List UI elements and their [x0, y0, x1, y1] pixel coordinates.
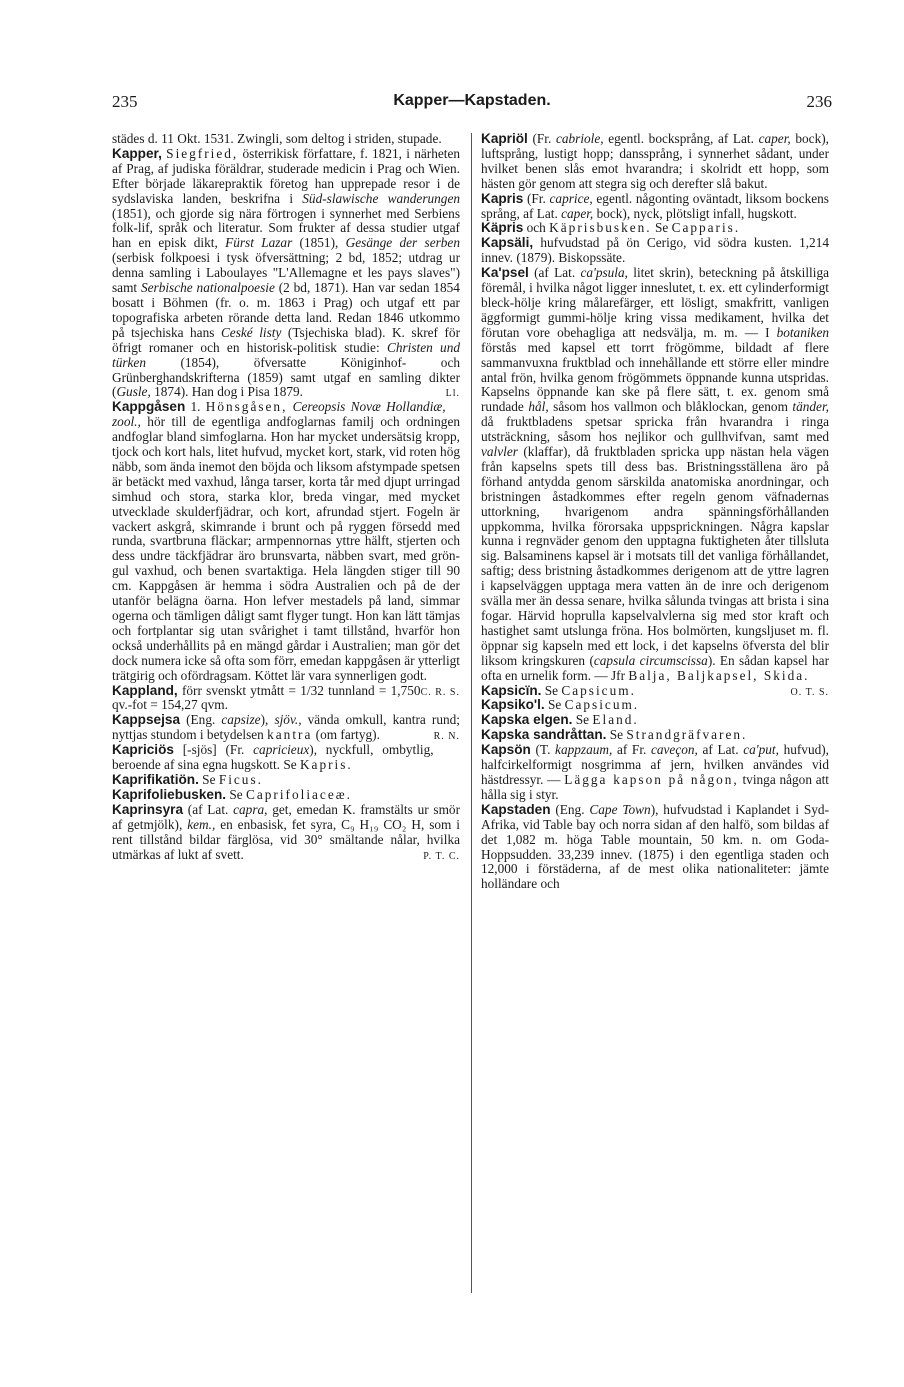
- entry-kappgasen: Kappgåsen 1. Hönsgåsen, Cereopsis Novæ Hollandiæ, zool., hör till de egentliga andfoglarnas familj och ordningen andfoglar bland simfoglarna. Hon har mycket undersätsig kropp, tjock och kort hals, litet hufvud, mycket kort, stark, vid roten hög näbb, som ända inemot den böjda och liksom afstympade spetsen är betäckt med vaxhud, långa tarser, korta tår med djupt urringad simhud och stora, starka klor, breda vingar, med mycket utvecklade skulderfjädrar, och kort, afrundad stjert. Fogeln är vackert askgrå, skimrande i brunt och på ryggen försedd med runda, svartbruna fläckar; armpennornas yttre hälft, stjerten och dess undre täckfjädrar äro brunsvarta, näbben svart, med grön-gul vaxhud, och benen svartaktiga. Hela längden stiger till 90 cm. Kappgåsen är hemma i södra Australien och på de der utanför belägna öarna. Hon lefver mestadels på land, simmar ogerna och tämligen dåligt samt flyger tungt. Hon kan lätt tämjas och fortplantar sig utan svårighet i tamt tillstånd, hvarför hon också underhållits på en mängd gårdar i Australien; man gör det dock numera icke så ofta som förr, emedan kappgåsen är ytterligt trätgirig och ofördragsam. Köttet lär vara synnerligen godt. C. R. S.: [112, 400, 460, 683]
- author-signature: Ll.: [445, 388, 460, 400]
- headword: Ka'psel: [481, 265, 529, 281]
- fraction: 1/32: [300, 682, 324, 698]
- headword: Kaprifikatiön.: [112, 771, 199, 787]
- entry-kaprifikation: Kaprifikatiön. Se Ficus.: [112, 771, 263, 787]
- headword: Kapris: [481, 190, 524, 206]
- author-signature: R. N.: [433, 731, 460, 743]
- headword: Käpris: [481, 220, 524, 236]
- cross-reference: Ficus.: [218, 771, 263, 787]
- running-header: [112, 92, 832, 116]
- entry-kapsali: Kapsäli, hufvudstad på ön Cerigo, vid södra kusten. 1,214 innev. (1879). Biskopssäte.: [481, 235, 829, 266]
- cross-reference: Capparis.: [671, 220, 741, 236]
- author-signature: C. R. S.: [420, 686, 460, 698]
- entry-kaprifoliebusken: Kaprifoliebusken. Se Caprifoliaceæ.: [112, 786, 352, 802]
- entry-kappsejsa: Kappsejsa (Eng. capsize), sjöv., vända omkull, kantra rund; nyttjas stundom i betydelsen kantra (om fartyg). R. N.: [112, 713, 460, 743]
- entry-kapricios: Kapriciös [-sjös] (Fr. capricieux), nyckfull, ombytlig, beroende af sina egna hugskott. Se Kapris.: [112, 742, 434, 773]
- running-title: Kapper—Kapstaden.: [393, 92, 551, 109]
- entry-kappland: Kappland, förr svenskt ytmått = 1/32 tunnland = 1,750 qv.-fot = 154,27 qvm.: [112, 682, 421, 713]
- cross-reference: Balja, Baljkapsel, Skida.: [628, 667, 810, 683]
- cross-reference: Capsicum.: [561, 682, 636, 698]
- headword: Kapsiko'l.: [481, 697, 545, 713]
- entry-kapska-sandrattan: Kapska sandråttan. Se Strandgräfvaren.: [481, 727, 748, 743]
- entry-kapris: Kapris (Fr. caprice, egentl. någonting oväntadt, liksom bockens språng, af Lat. caper, bock), nyck, plötsligt infall, hugskott.: [481, 190, 829, 221]
- headword: Kapska elgen.: [481, 712, 573, 728]
- headword: Kappland,: [112, 682, 178, 698]
- headword: Kapska sandråttan.: [481, 727, 607, 743]
- headword: Kapsäli,: [481, 235, 534, 251]
- headword: Kapriciös: [112, 742, 174, 758]
- headword: Kaprifoliebusken.: [112, 786, 227, 802]
- continuation-paragraph: städes d. 11 Okt. 1531. Zwingli, som deltog i striden, stupade.: [112, 131, 442, 146]
- person-name: Siegfried,: [166, 145, 239, 161]
- cross-reference: Kapris.: [299, 757, 353, 773]
- left-column: [112, 132, 460, 864]
- cross-reference: Eland.: [592, 712, 639, 728]
- right-column: [481, 132, 829, 892]
- cross-reference: Strandgräfvaren.: [626, 727, 748, 743]
- entry-kapper: Kapper, Siegfried, österrikisk författare, f. 1821, i närheten af Prag, af judiska föräldrar, studerade medicin i Prag och Wien. Efter började läkarepraktik företog han upprepade resor i de sydslaviska landen, beskrifna i Süd-slawische wanderungen (1851), och gjorde sig nära förtrogen i synnerhet med Serbiens folk-lif, språk och literatur. Som frukter af dessa studier utgaf han en episk dikt, Fürst Lazar (1851), Gesänge der serben (serbisk folkpoesi i tysk öfversättning; 2 bd, 1852; utdrag ur denna samling i Laboulayes "L'Allemagne et les pays slaves") samt Serbische nationalpoesie (2 bd, 1871). Han var sedan 1854 bosatt i Böhmen (fr. o. m. 1863 i Prag) och utgaf ett par topografiska arbeten rörande detta land. Redan 1846 utkommo på tsjechiska hans Ceské listy (Tsjechiska blad). K. skref för öfrigt romaner och en historisk-politisk studie: Christen und türken (1854), öfversatte Königinhof- och Grünberghandskrifterna (1859) samt utgaf en samling dikter (Gusle, 1874). Han dog i Pisa 1879. Ll.: [112, 147, 460, 400]
- entry-kapris-busken: Käpris och Käprisbusken. Se Capparis.: [481, 220, 741, 236]
- headword: Kapsicïn.: [481, 682, 542, 698]
- cross-reference: Caprifoliaceæ.: [246, 786, 352, 802]
- entry-kaprinsyra: Kaprinsyra (af Lat. capra, get, emedan K. framstälts ur smör af getmjölk), kem., en enbasisk, fet syra, C₉ H₁₉ CO₂ H, som i rent tillstånd bildar färglösa, vid 30° smältande nålar, hvilka utmärkas af lukt af svett. P. T. C.: [112, 803, 460, 863]
- author-signature: P. T. C.: [423, 850, 460, 862]
- headword: Kaprinsyra: [112, 801, 184, 817]
- entry-kapsikol: Kapsiko'l. Se Capsicum.: [481, 697, 640, 713]
- headword: Kapper,: [112, 145, 162, 161]
- column-divider: [471, 133, 472, 1293]
- entry-kapstaden: Kapstaden (Eng. Cape Town), hufvudstad i Kaplandet i Syd-Afrika, vid Table bay och norra sidan af den halfö, som bildas af det 1,082 m. höga Table mountain, 50 km. n. om Goda-Hoppsudden. 33,239 innev. (1875) i den egentliga staden och 12,000 i förstäderna, af de mest olika nationaliteter: jämte holländare och: [481, 801, 829, 892]
- entry-kapska-elgen: Kapska elgen. Se Eland.: [481, 712, 639, 728]
- page-number-left: 235: [112, 92, 138, 111]
- author-signature: O. T. S.: [790, 686, 829, 698]
- headword: Kappgåsen: [112, 399, 186, 415]
- cross-reference: Capsicum.: [564, 697, 640, 713]
- headword: Kapstaden: [481, 801, 551, 817]
- entry-kapson: Kapsön (T. kappzaum, af Fr. caveçon, af Lat. ca'put, hufvud), halfcirkelformigt nosgrimma af jern, hvilken användes vid hästdressyr. — Lägga kapson på någon, tvinga någon att hålla sig i styr.: [481, 742, 830, 802]
- page-number-right: 236: [806, 92, 832, 111]
- headword: Kapriöl: [481, 131, 528, 146]
- entry-kapsel: Ka'psel (af Lat. ca'psula, litet skrin), beteckning på åtskilliga föremål, i hvilka något ligger inneslutet, t. ex. ett cylinderformigt bleck-hölje kring målarefärger, ett lösligt, smakfritt, vanligen äggformigt gummi-hölje kring vissa medikament, hvilka det förutan vore obehagliga att nedsvälja, m. m. — I botaniken förstås med kapsel ett torrt frögömme, bildadt af flere sammanvuxna fruktblad och innehållande ett större eller mindre antal frön, hvilka genom frögömmets öppnande kunna utspridas. Kapselns öppnande kan ske på flere sätt, t. ex. genom små rundade hål, såsom hos vallmon och blåklockan, genom tänder, då fruktbladens spetsar spricka från hvarandra i ringa utsträckning, såsom hos nejlikor och gullhvifvan, samt med valvler (klaffar), då fruktbladen spricka upp nästan hela vägen från kapselns spets till dess bas. Bristningsställena äro på förhand antydda genom särskilda anatomiska anordningar, och bristningen åstadkommes efter regeln genom väfnadernas uttorkning, hvarigenom andra spänningsförhållanden uppkomma, hvilka förorsaka uppsprickningen. Några kapslar kunna i regnväder genom den upptagna fuktigheten åter tillsluta sig. Balsaminens kapsel är i motsats till det vanliga förhållandet, saftig; dess bristning åstadkommes derigenom att de yttre lagren i kapselväggen upptaga mera vatten än de inre och derigenom svälla mer än dessa senare, hvilka sålunda tvingas att brista i sina fogar. Härvid hoprulla kapselvalvlerna sig med stor kraft och hastighet samt utslunga fröna. Hos bolmörten, kungsljuset m. fl. öppnar sig kapseln med ett lock, i det kapselns öfversta del blir liksom kringskuren (capsula circumscissa). En sådan kapsel har ofta en urnelik form. — Jfr Balja, Baljkapsel, Skida. O. T. S.: [481, 266, 829, 683]
- entry-kapriol: Kapriöl (Fr. cabriole, egentl. bocksprång, af Lat. caper, bock), luftsprång, lustigt hopp; danssprång, i synnerhet sådant, under hvilket benen slås emot hvarandra; i skolridt ett hopp, som hästen gör genom att stegra sig och derefter slå bakut.: [481, 131, 829, 191]
- headword: Kapsön: [481, 742, 531, 758]
- headword: Kappsejsa: [112, 712, 181, 728]
- entry-kapsicin: Kapsicïn. Se Capsicum.: [481, 682, 636, 698]
